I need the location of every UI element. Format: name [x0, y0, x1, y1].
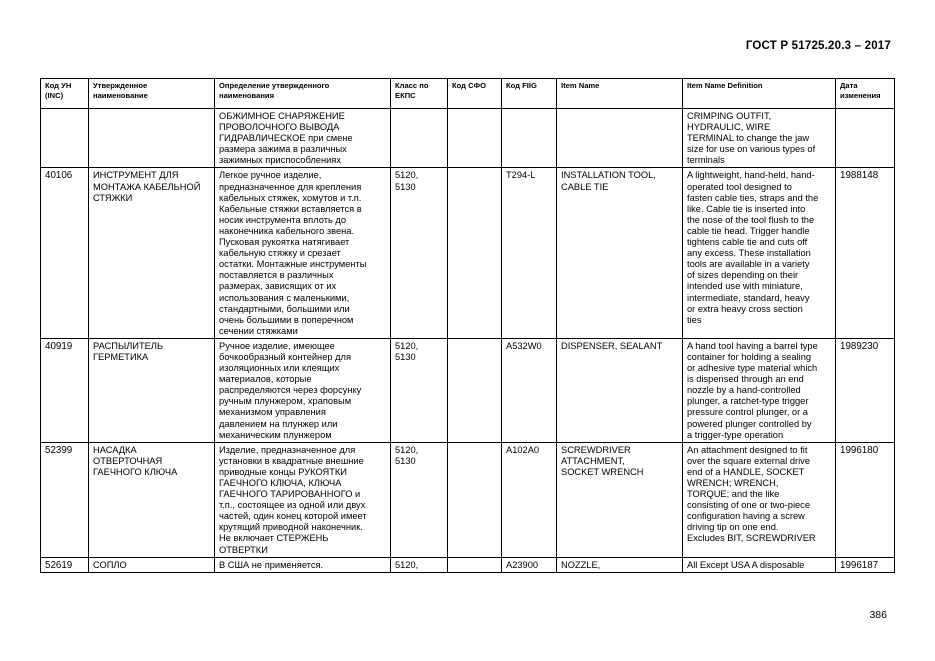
cell-approved-name: ИНСТРУМЕНТ ДЛЯ МОНТАЖА КАБЕЛЬНОЙ СТЯЖКИ [89, 168, 215, 338]
cell-inc: 52619 [41, 557, 89, 572]
cell-ekps: 5120, 5130 [391, 338, 448, 442]
column-header-item-name-definition: Item Name Definition [683, 79, 836, 109]
cell-sfo [448, 338, 502, 442]
table-row [41, 442, 895, 557]
table-row [41, 109, 895, 168]
cell-item-name-definition: A hand tool having a barrel type container for holding a sealing or adhesive type material which is dispensed through an end nozzle by a hand-controlled plunger, a ratchet-type trigger pressure control plunger, or a powered plunger controlled by a trigger-type operation [683, 338, 836, 442]
cell-fiig: A102A0 [502, 442, 557, 557]
table-row [41, 168, 895, 338]
document-header-title: ГОСТ Р 51725.20.3 – 2017 [745, 40, 891, 52]
column-header-sfo: Код СФО [448, 79, 502, 109]
cell-approved-name: РАСПЫЛИТЕЛЬ ГЕРМЕТИКА [89, 338, 215, 442]
cell-inc: 40919 [41, 338, 89, 442]
cell-definition: ОБЖИМНОЕ СНАРЯЖЕНИЕ ПРОВОЛОЧНОГО ВЫВОДА ГИДРАВЛИЧЕСКОЕ при смене размера зажима в различных зажимных приспособлениях [215, 109, 391, 168]
cell-change-date: 1988148 [836, 168, 895, 338]
cell-change-date: 1996187 [836, 557, 895, 572]
cell-item-name-definition: An attachment designed to fit over the square external drive end of a HANDLE, SOCKET WRENCH; WRENCH, TORQUE; and the like consisting of one or two-piece configuration having a screw driving tip on one end. Excludes BIT, SCREWDRIVER [683, 442, 836, 557]
cell-ekps: 5120, 5130 [391, 442, 448, 557]
page-number: 386 [869, 609, 887, 621]
cell-sfo [448, 168, 502, 338]
cell-item-name: SCREWDRIVER ATTACHMENT, SOCKET WRENCH [557, 442, 683, 557]
catalog-table [40, 78, 895, 573]
table-header-row [41, 79, 895, 109]
cell-ekps [391, 109, 448, 168]
cell-inc: 52399 [41, 442, 89, 557]
cell-ekps: 5120, 5130 [391, 168, 448, 338]
cell-definition: Легкое ручное изделие, предназначенное для крепления кабельных стяжек, хомутов и т.п. Кабельные стяжки вставляется в носик инструмента вплоть до наконечника кабельного звена. Пусковая рукоятка натягивает кабельную стяжку и срезает остатки. Монтажные инструменты поставляется в различных размерах, зависящих от их использования с маленькими, стандартными, большими или очень большими в поперечном сечении стяжками [215, 168, 391, 338]
cell-item-name [557, 109, 683, 168]
cell-fiig: T294-L [502, 168, 557, 338]
cell-item-name: DISPENSER, SEALANT [557, 338, 683, 442]
cell-definition: Ручное изделие, имеющее бочкообразный контейнер для изоляционных или клеящих материалов, которые распределяются через форсунку ручным плунжером, храповым механизмом управления давлением на плунжер или механическим плунжером [215, 338, 391, 442]
cell-item-name: NOZZLE, [557, 557, 683, 572]
cell-item-name: INSTALLATION TOOL, CABLE TIE [557, 168, 683, 338]
cell-approved-name [89, 109, 215, 168]
column-header-definition: Определение утвержденного наименования [215, 79, 391, 109]
cell-approved-name: СОПЛО [89, 557, 215, 572]
cell-change-date: 1996180 [836, 442, 895, 557]
column-header-item-name: Item Name [557, 79, 683, 109]
cell-change-date: 1989230 [836, 338, 895, 442]
cell-sfo [448, 109, 502, 168]
cell-fiig [502, 109, 557, 168]
cell-definition: Изделие, предназначенное для установки в квадратные внешние приводные концы РУКОЯТКИ ГАЕЧНОГО КЛЮЧА, КЛЮЧА ГАЕЧНОГО ТАРИРОВАННОГО и т.п., состоящее из одной или двух частей, один конец которой имеет крутящий приводной наконечник. Не включает СТЕРЖЕНЬ ОТВЕРТКИ [215, 442, 391, 557]
cell-sfo [448, 557, 502, 572]
column-header-fiig: Код FIIG [502, 79, 557, 109]
table-row [41, 557, 895, 572]
cell-item-name-definition: All Except USA A disposable [683, 557, 836, 572]
cell-item-name-definition: A lightweight, hand-held, hand- operated tool designed to fasten cable ties, straps and the like. Cable tie is inserted into the nose of the tool flush to the cable tie head. Trigger handle tightens cable tie and cuts off any excess. These installation tools are available in a variety of sizes depending on their intended use with miniature, intermediate, standard, heavy or extra heavy cross section ties [683, 168, 836, 338]
cell-definition: В США не применяется. [215, 557, 391, 572]
column-header-inc: Код УН (INC) [41, 79, 89, 109]
cell-inc: 40106 [41, 168, 89, 338]
column-header-approved-name: Утвержденное наименование [89, 79, 215, 109]
cell-approved-name: НАСАДКА ОТВЕРТОЧНАЯ ГАЕЧНОГО КЛЮЧА [89, 442, 215, 557]
cell-inc [41, 109, 89, 168]
cell-item-name-definition: CRIMPING OUTFIT, HYDRAULIC, WIRE TERMINAL to change the jaw size for use on various types of terminals [683, 109, 836, 168]
column-header-change-date: Дата изменения [836, 79, 895, 109]
column-header-ekps: Класс по ЕКПС [391, 79, 448, 109]
table-row [41, 338, 895, 442]
cell-change-date [836, 109, 895, 168]
cell-fiig: A532W0 [502, 338, 557, 442]
cell-sfo [448, 442, 502, 557]
cell-ekps: 5120, [391, 557, 448, 572]
cell-fiig: A23900 [502, 557, 557, 572]
